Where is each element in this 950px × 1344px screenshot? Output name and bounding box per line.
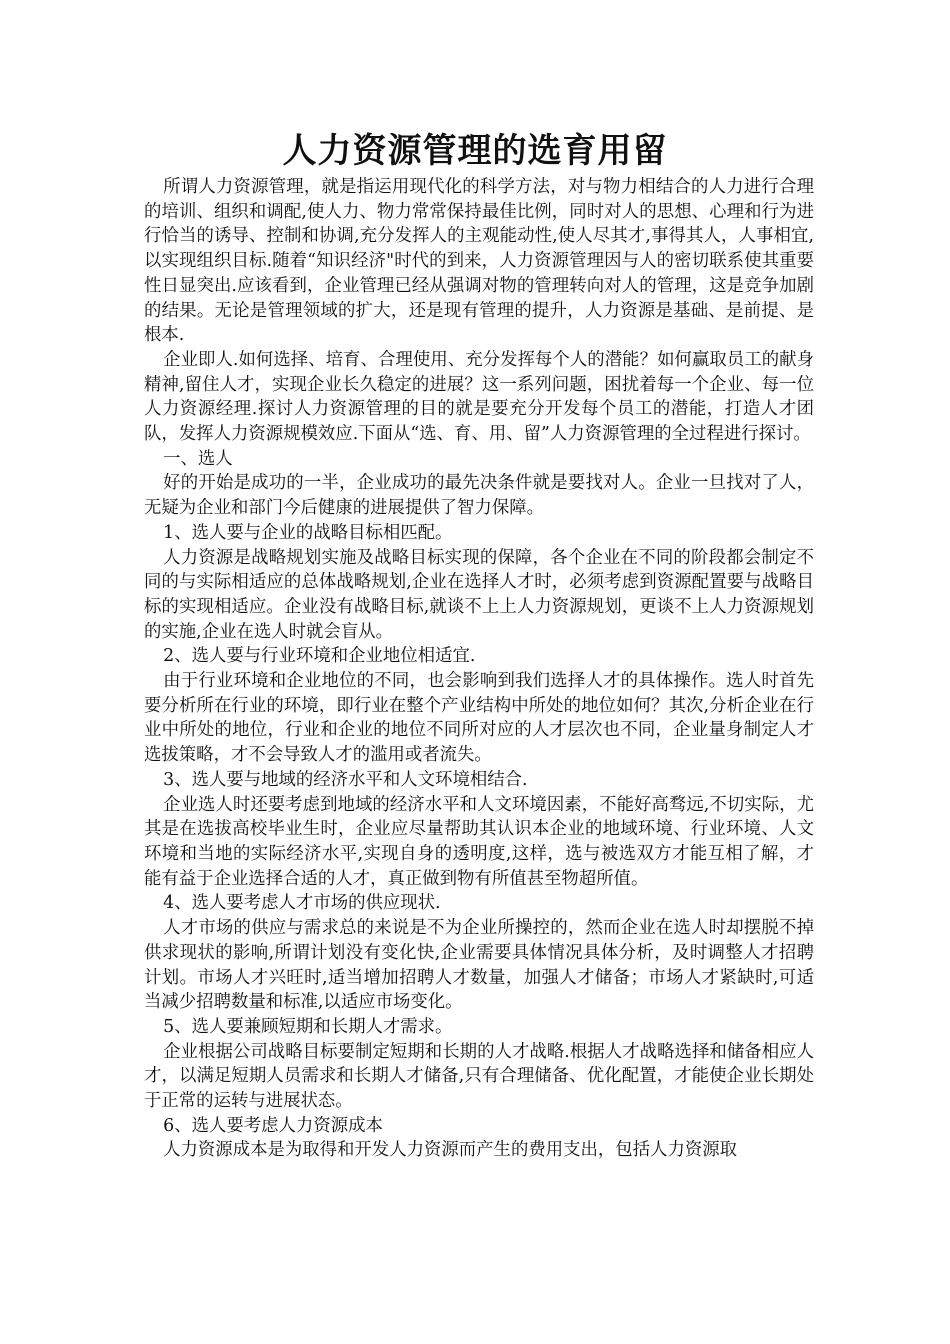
- paragraph-region: 企业选人时还要考虑到地域的经济水平和人文环境因素，不能好高骛远,不切实际，尤其是在选拔高校毕业生时，企业应尽量帮助其认识本企业的地域环境、行业环境、人文环境和当地的实际经济水平,实现自身的透明度,这样，选与被选双方才能互相了解，才能有益于企业选择合适的人才，真正做到物有所值甚至物超所值。: [144, 794, 814, 889]
- paragraph-intro: 所谓人力资源管理，就是指运用现代化的科学方法，对与物力相结合的人力进行合理的培训、组织和调配,使人力、物力常常保持最佳比例，同时对人的思想、心理和行为进行恰当的诱导、控制和协调,充分发挥人的主观能动性,使人尽其才,事得其人，人事相宜,以实现组织目标.随着“知识经济"时代的到来，人力资源管理因与人的密切联系使其重要性日显突出.应该看到，企业管理已经从强调对物的管理转向对人的管理，这是竞争加剧的结果。无论是管理领域的扩大，还是现有管理的提升，人力资源是基础、是前提、是根本.: [144, 177, 814, 346]
- subheading-region: 3、选人要与地域的经济水平和人文环境相结合.: [163, 769, 528, 790]
- subheading-cost: 6、选人要考虑人力资源成本: [163, 1115, 383, 1136]
- paragraph-purpose: 企业即人.如何选择、培育、合理使用、充分发挥每个人的潜能？如何赢取员工的献身精神,留住人才，实现企业长久稳定的进展？这一系列问题，困扰着每一个企业、每一位人力资源经理.探讨人力资源管理的目的就是要充分开发每个员工的潜能，打造人才团队，发挥人力资源规模效应.下面从“选、育、用、留”人力资源管理的全过程进行探讨。: [144, 349, 814, 445]
- paragraph-select-intro: 好的开始是成功的一半，企业成功的最先决条件就是要找对人。企业一旦找对了人，无疑为企业和部门今后健康的进展提供了智力保障。: [144, 473, 814, 519]
- paragraph-industry: 由于行业环境和企业地位的不同，也会影响到我们选择人才的具体操作。选人时首先要分析所在行业的环境，即行业在整个产业结构中所处的地位如何？其次,分析企业在行业中所处的地位，行业和企业的地位不同所对应的人才层次也不同，企业量身制定人才选拔策略，才不会导致人才的滥用或者流失。: [144, 671, 814, 766]
- subheading-industry: 2、选人要与行业环境和企业地位相适宜.: [163, 646, 476, 667]
- paragraph-strategy: 人力资源是战略规划实施及战略目标实现的保障，各个企业在不同的阶段都会制定不同的与实际相适应的总体战略规划,企业在选择人才时，必须考虑到资源配置要与战略目标的实现相适应。企业没有战略目标,就谈不上上人力资源规划，更谈不上人力资源规划的实施,企业在选人时就会盲从。: [144, 547, 814, 642]
- document-title: 人力资源管理的选育用留: [282, 131, 668, 171]
- subheading-strategy: 1、选人要与企业的战略目标相匹配。: [163, 522, 453, 543]
- section-heading-select: 一、选人: [163, 448, 233, 469]
- paragraph-market: 人才市场的供应与需求总的来说是不为企业所操控的，然而企业在选人时却摆脱不掉供求现状的影响,所谓计划没有变化快,企业需要具体情况具体分析，及时调整人才招聘计划。市场人才兴旺时,适当增加招聘人才数量，加强人才储备；市场人才紧缺时,可适当减少招聘数量和标准,以适应市场变化。: [144, 918, 814, 1013]
- subheading-market: 4、选人要考虑人才市场的供应现状.: [163, 893, 441, 914]
- document-body: [144, 175, 814, 1163]
- paragraph-cost: 人力资源成本是为取得和开发人力资源而产生的费用支出，包括人力资源取: [163, 1140, 738, 1161]
- subheading-term: 5、选人要兼顾短期和长期人才需求。: [163, 1016, 453, 1037]
- paragraph-term: 企业根据公司战略目标要制定短期和长期的人才战略.根据人才战略选择和储备相应人才，以满足短期人员需求和长期人才储备,只有合理储备、优化配置，才能使企业长期处于正常的运转与进展状态。: [144, 1041, 814, 1112]
